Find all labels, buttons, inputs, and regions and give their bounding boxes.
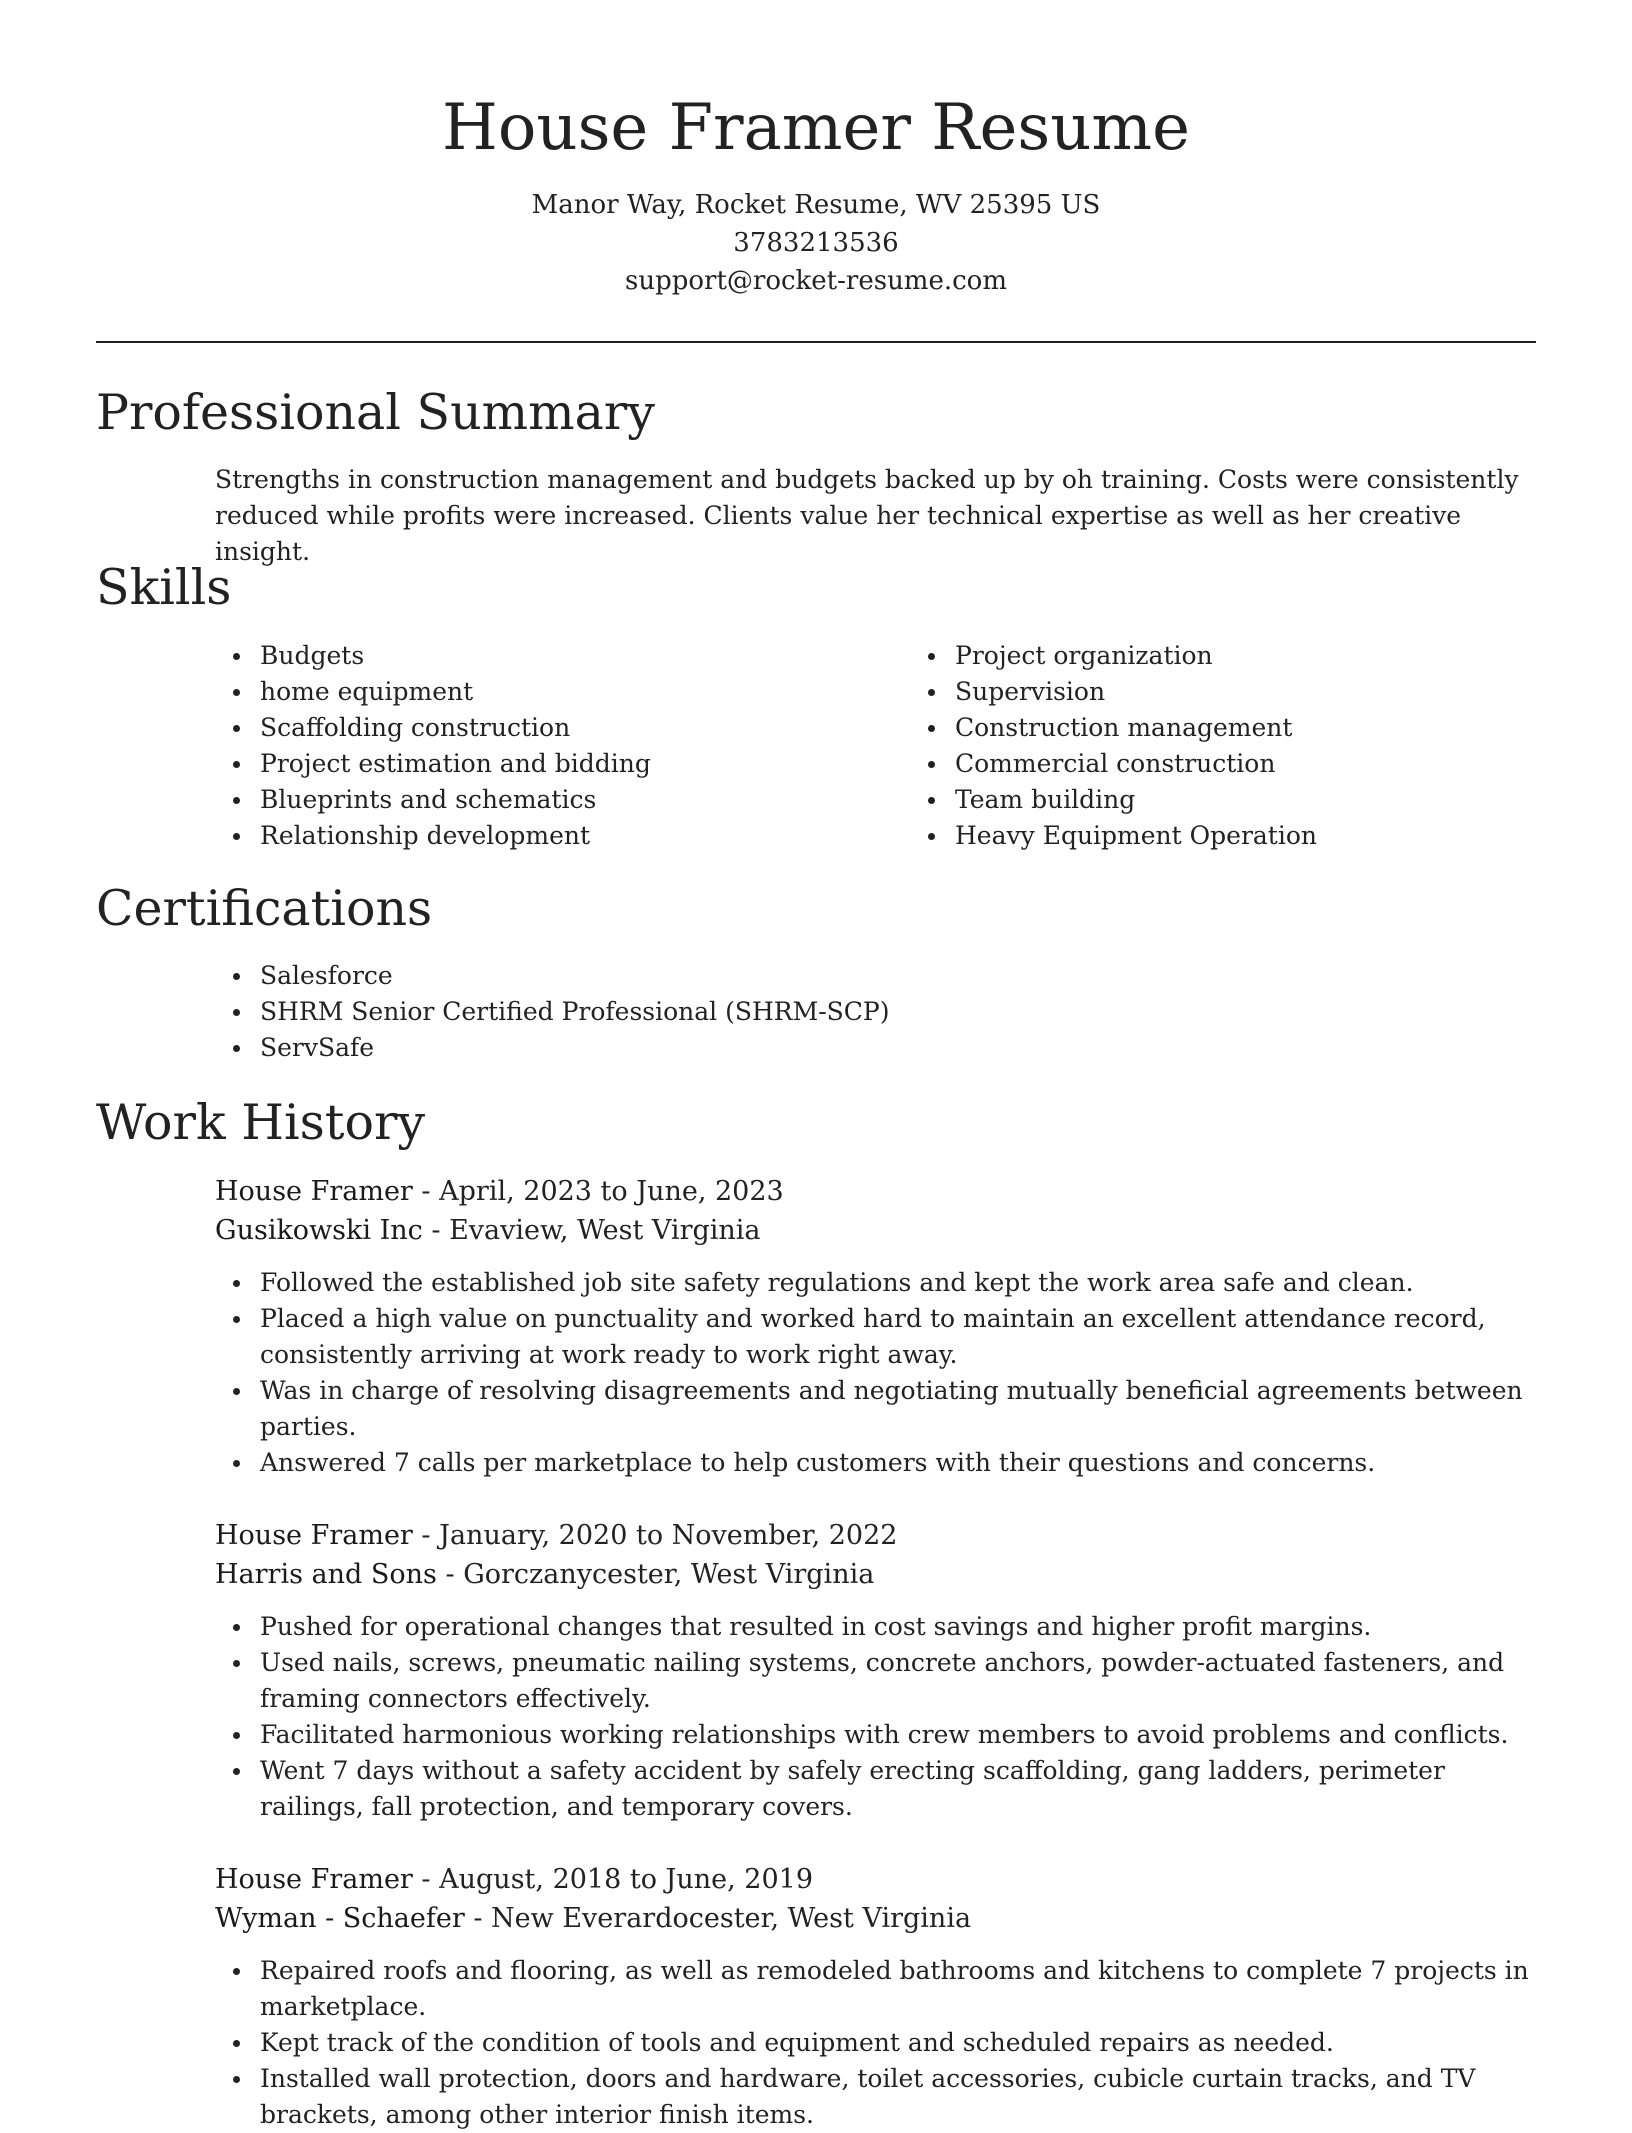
resume-header: [0, 0, 1632, 300]
job-bullets: [215, 1265, 1536, 1481]
job-bullets: [215, 1953, 1536, 2133]
header-divider: [96, 341, 1536, 343]
job-title-line: House Framer - April, 2023 to June, 2023: [215, 1176, 784, 1207]
contact-phone: 3783213536: [733, 228, 899, 258]
job-title-line: House Framer - January, 2020 to November, 2022: [215, 1520, 898, 1551]
skill-item: Supervision: [955, 674, 1536, 710]
job-title: House Framer: [215, 1520, 413, 1551]
job-location: Evaview, West Virginia: [449, 1215, 761, 1246]
job-bullet: Used nails, screws, pneumatic nailing systems, concrete anchors, powder-actuated fasteners, and framing connectors effectively.: [260, 1645, 1536, 1717]
job-company: Harris and Sons: [215, 1559, 437, 1590]
job-dates: April, 2023 to June, 2023: [439, 1176, 784, 1207]
certification-item: SHRM Senior Certified Professional (SHRM-SCP): [260, 994, 1536, 1030]
skill-item: Construction management: [955, 710, 1536, 746]
job-company-line: Gusikowski Inc - Evaview, West Virginia: [215, 1215, 761, 1246]
certification-item: ServSafe: [260, 1030, 1536, 1066]
job-bullet: Kept track of the condition of tools and equipment and scheduled repairs as needed.: [260, 2025, 1536, 2061]
job-title: House Framer: [215, 1864, 413, 1895]
skills-heading: Skills: [96, 559, 232, 616]
job-entry: [215, 1860, 1536, 2133]
job-entry: [215, 1516, 1536, 1825]
skills-column-right: [910, 638, 1536, 854]
job-bullet: Facilitated harmonious working relationships with crew members to avoid problems and conflicts.: [260, 1717, 1536, 1753]
job-dates: August, 2018 to June, 2019: [439, 1864, 814, 1895]
summary-text: Strengths in construction management and budgets backed up by oh training. Costs were consistently reduced while profits were increased. Clients value her technical expertise as well as her creative insight.: [215, 465, 1519, 566]
job-bullets: [215, 1609, 1536, 1825]
job-bullet: Followed the established job site safety regulations and kept the work area safe and clean.: [260, 1265, 1536, 1301]
job-bullet: Was in charge of resolving disagreements and negotiating mutually beneficial agreements between parties.: [260, 1373, 1536, 1445]
skill-item: Team building: [955, 782, 1536, 818]
job-bullet: Placed a high value on punctuality and worked hard to maintain an excellent attendance record, consistently arriving at work ready to work right away.: [260, 1301, 1536, 1373]
skill-item: Heavy Equipment Operation: [955, 818, 1536, 854]
certifications-list: [215, 958, 1536, 1066]
skill-item: Commercial construction: [955, 746, 1536, 782]
certification-item: Salesforce: [260, 958, 1536, 994]
skill-item: home equipment: [260, 674, 910, 710]
job-bullet: Answered 7 calls per marketplace to help customers with their questions and concerns.: [260, 1445, 1536, 1481]
job-location: New Everardocester, West Virginia: [491, 1903, 972, 1934]
job-company: Wyman - Schaefer: [215, 1903, 465, 1934]
job-company-line: Harris and Sons - Gorczanycester, West Virginia: [215, 1559, 875, 1590]
job-bullet: Installed wall protection, doors and hardware, toilet accessories, cubicle curtain tracks, and TV brackets, among other interior finish items.: [260, 2061, 1536, 2133]
skill-item: Scaffolding construction: [260, 710, 910, 746]
skill-item: Project estimation and bidding: [260, 746, 910, 782]
job-bullet: Went 7 days without a safety accident by safely erecting scaffolding, gang ladders, perimeter railings, fall protection, and temporary covers.: [260, 1753, 1536, 1825]
job-title: House Framer: [215, 1176, 413, 1207]
skill-item: Relationship development: [260, 818, 910, 854]
skill-item: Budgets: [260, 638, 910, 674]
summary-heading: Professional Summary: [96, 384, 655, 441]
job-bullet: Repaired roofs and flooring, as well as remodeled bathrooms and kitchens to complete 7 projects in marketplace.: [260, 1953, 1536, 2025]
job-location: Gorczanycester, West Virginia: [463, 1559, 875, 1590]
contact-info: [0, 186, 1632, 300]
skill-item: Project organization: [955, 638, 1536, 674]
job-bullet: Pushed for operational changes that resulted in cost savings and higher profit margins.: [260, 1609, 1536, 1645]
job-title-line: House Framer - August, 2018 to June, 2019: [215, 1864, 814, 1895]
skill-item: Blueprints and schematics: [260, 782, 910, 818]
skills-column-left: [215, 638, 910, 854]
contact-address: Manor Way, Rocket Resume, WV 25395 US: [531, 190, 1101, 220]
job-company: Gusikowski Inc: [215, 1215, 423, 1246]
job-entry: [215, 1172, 1536, 1481]
resume-title: House Framer Resume: [442, 91, 1190, 165]
job-dates: January, 2020 to November, 2022: [439, 1520, 898, 1551]
job-company-line: Wyman - Schaefer - New Everardocester, West Virginia: [215, 1903, 972, 1934]
contact-email: support@rocket-resume.com: [624, 266, 1007, 296]
skills-list: [215, 638, 1536, 854]
work-history-heading: Work History: [96, 1094, 426, 1151]
certifications-heading: Certifications: [96, 880, 433, 937]
